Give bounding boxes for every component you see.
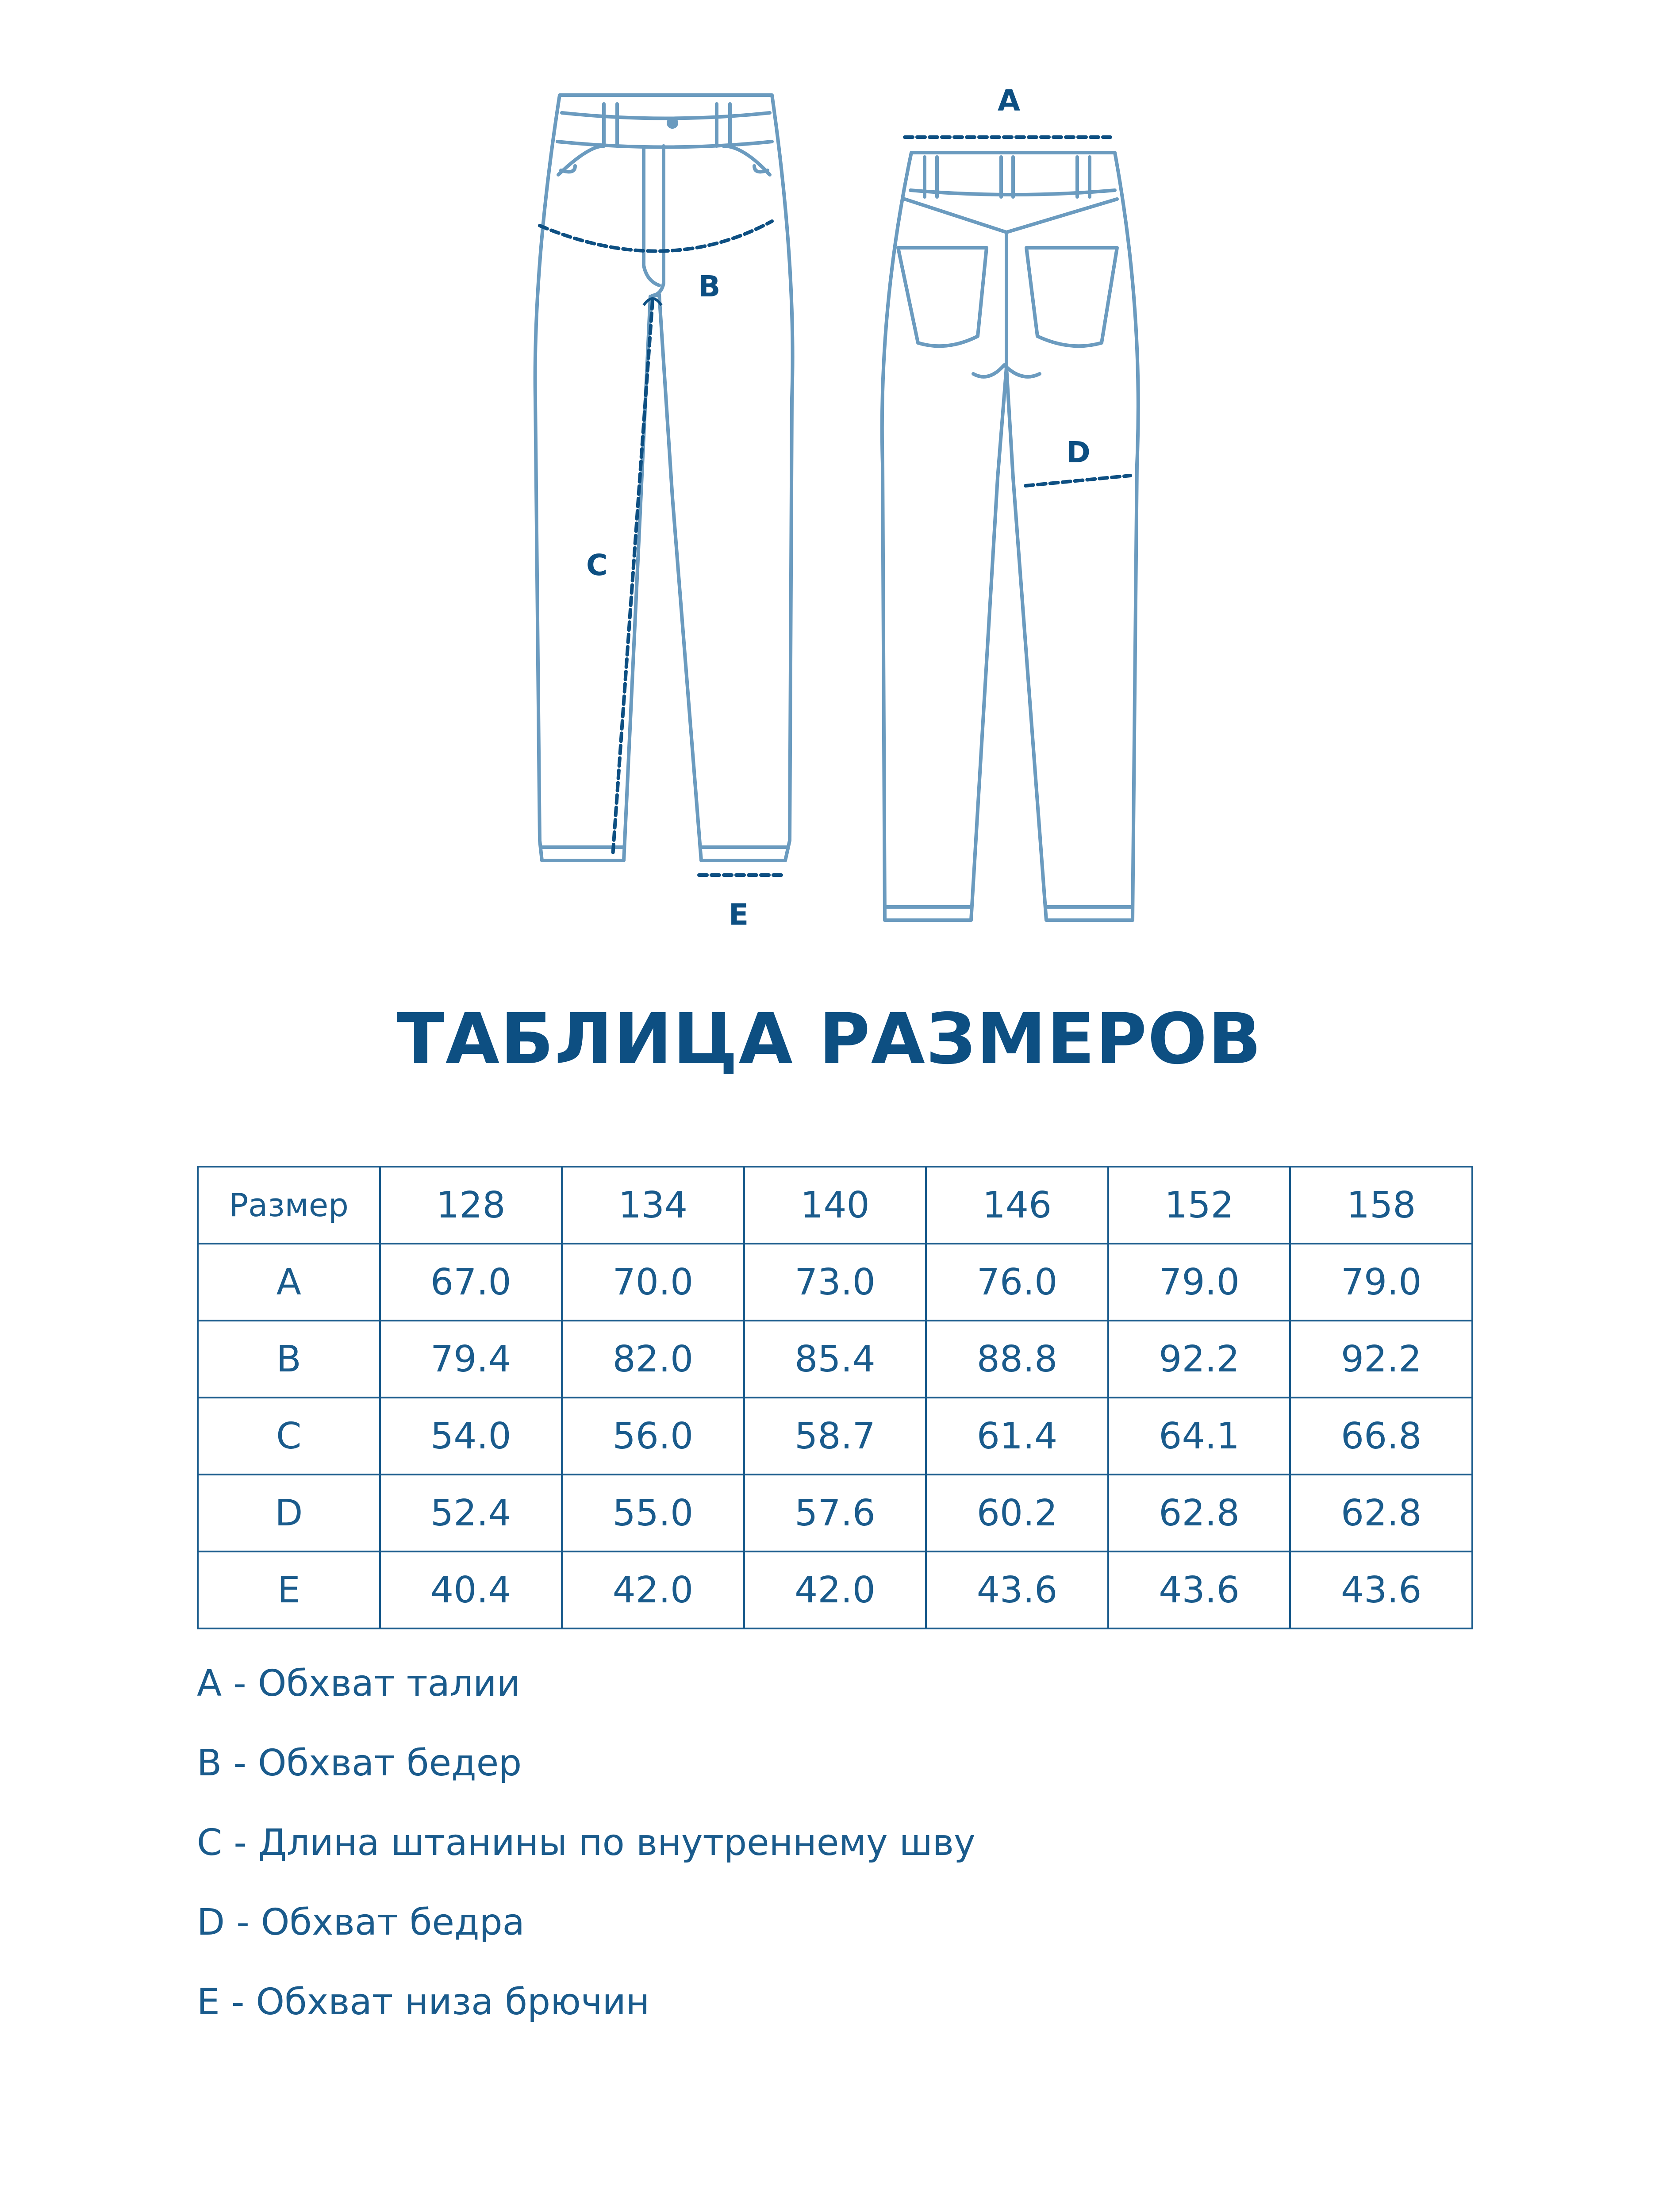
table-cell: 61.4 [926, 1398, 1108, 1475]
table-cell: 62.8 [1108, 1475, 1290, 1551]
front-pocket-left [558, 146, 604, 175]
pants-measurement-diagram [0, 0, 1659, 973]
header-cell: 134 [562, 1167, 744, 1244]
table-row [198, 1551, 1472, 1628]
legend-item: B - Обхват бедер [197, 1742, 522, 1784]
front-pocket-right [723, 146, 770, 175]
page-title: ТАБЛИЦА РАЗМЕРОВ [397, 998, 1262, 1080]
legend-item: A - Обхват талии [197, 1663, 520, 1705]
table-cell: 43.6 [1108, 1551, 1290, 1628]
row-label-cell: C [198, 1398, 380, 1475]
table-cell: 58.7 [744, 1398, 926, 1475]
table-cell: 43.6 [1290, 1551, 1472, 1628]
pants-front-view [535, 95, 793, 860]
table-cell: 62.8 [1290, 1475, 1472, 1551]
table-cell: 79.4 [380, 1321, 562, 1398]
measure-label-b: B [698, 269, 721, 303]
table-cell: 66.8 [1290, 1398, 1472, 1475]
table-cell: 40.4 [380, 1551, 562, 1628]
table-cell: 70.0 [562, 1244, 744, 1321]
table-cell: 85.4 [744, 1321, 926, 1398]
table-cell: 43.6 [926, 1551, 1108, 1628]
measure-line-b [540, 221, 772, 251]
table-cell: 76.0 [926, 1244, 1108, 1321]
table-row [198, 1321, 1472, 1398]
table-row [198, 1475, 1472, 1551]
front-belt-loop-left [604, 104, 617, 146]
table-cell: 64.1 [1108, 1398, 1290, 1475]
row-label-cell: A [198, 1244, 380, 1321]
measure-label-d: D [1066, 435, 1091, 469]
measure-line-d [1025, 476, 1130, 486]
legend-item: E - Обхват низа брючин [197, 1981, 650, 2023]
legend-item: D - Обхват бедра [197, 1901, 525, 1943]
front-belt-loop-right [717, 104, 730, 146]
table-cell: 54.0 [380, 1398, 562, 1475]
row-label-cell: B [198, 1321, 380, 1398]
measure-line-c [613, 301, 653, 856]
row-label-cell: D [198, 1475, 380, 1551]
measurement-legend [197, 1663, 975, 2064]
table-row [198, 1244, 1472, 1321]
row-label-cell: E [198, 1551, 380, 1628]
table-cell: 88.8 [926, 1321, 1108, 1398]
table-cell: 56.0 [562, 1398, 744, 1475]
table-cell: 79.0 [1108, 1244, 1290, 1321]
header-cell: 140 [744, 1167, 926, 1244]
front-button [668, 119, 676, 127]
back-pocket-left [898, 248, 987, 346]
header-cell: 158 [1290, 1167, 1472, 1244]
table-cell: 42.0 [562, 1551, 744, 1628]
table-header-row [198, 1167, 1472, 1244]
back-yoke [905, 199, 1117, 232]
back-belt-loop-center [1001, 157, 1013, 197]
back-pocket-right [1026, 248, 1117, 346]
table-cell: 42.0 [744, 1551, 926, 1628]
measure-label-a: A [998, 84, 1021, 118]
table-cell: 67.0 [380, 1244, 562, 1321]
table-row [198, 1398, 1472, 1475]
table-cell: 60.2 [926, 1475, 1108, 1551]
table-cell: 52.4 [380, 1475, 562, 1551]
header-cell: 128 [380, 1167, 562, 1244]
front-fly-stitch [644, 148, 659, 285]
table-cell: 55.0 [562, 1475, 744, 1551]
legend-item: C - Длина штанины по внутреннему шву [197, 1822, 975, 1864]
front-fly [653, 146, 664, 296]
table-cell: 92.2 [1108, 1321, 1290, 1398]
back-outline [882, 153, 1138, 920]
measure-label-c: C [586, 548, 608, 582]
front-waistband [562, 113, 770, 119]
size-table [197, 1166, 1473, 1629]
measure-label-e: E [729, 898, 749, 932]
header-cell: Размер [198, 1167, 380, 1244]
table-cell: 82.0 [562, 1321, 744, 1398]
table-cell: 92.2 [1290, 1321, 1472, 1398]
table-cell: 57.6 [744, 1475, 926, 1551]
header-cell: 146 [926, 1167, 1108, 1244]
pants-back-view [882, 153, 1138, 920]
table-cell: 73.0 [744, 1244, 926, 1321]
header-cell: 152 [1108, 1167, 1290, 1244]
table-cell: 79.0 [1290, 1244, 1472, 1321]
